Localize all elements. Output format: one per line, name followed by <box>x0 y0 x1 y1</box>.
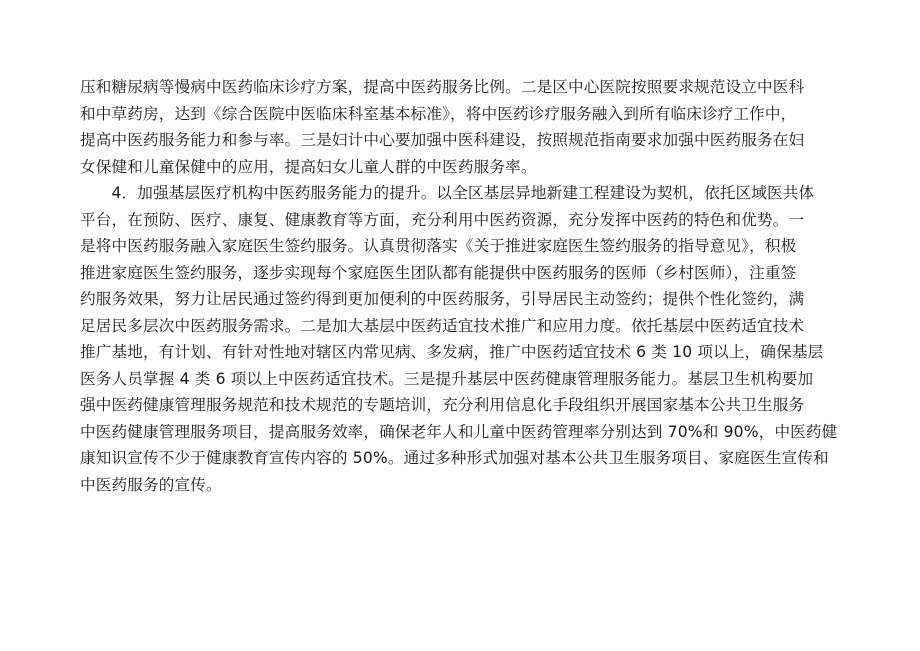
text-line: 是将中医药服务融入家庭医生签约服务。认真贯彻落实《关于推进家庭医生签约服务的指导意见》，积极 <box>80 237 797 255</box>
text-line: 约服务效果，努力让居民通过签约得到更加便利的中医药服务，引导居民主动签约；提供个性化签约，满 <box>80 290 805 308</box>
text-line: 康知识宣传不少于健康教育宣传内容的 50%。通过多种形式加强对基本公共卫生服务项目、家庭医生宣传和 <box>80 449 829 467</box>
text-line: 推广基地，有计划、有针对性地对辖区内常见病、多发病，推广中医药适宜技术 6 类 10 项以上，确保基层 <box>80 343 824 361</box>
text-line: 中医药健康管理服务项目，提高服务效率，确保老年人和儿童中医药管理率分别达到 70%和 90%，中医药健 <box>80 422 838 441</box>
text-line: 和中草药房，达到《综合医院中医临床科室基本标准》，将中医药诊疗服务融入到所有临床诊疗工作中， <box>80 104 797 123</box>
body-text <box>80 74 848 498</box>
text-line: 平台，在预防、医疗、康复、健康教育等方面，充分利用中医药资源，充分发挥中医药的特色和优势。一 <box>80 210 805 229</box>
text-line: 医务人员掌握 4 类 6 项以上中医药适宜技术。三是提升基层中医药健康管理服务能力。基层卫生机构要加 <box>80 369 814 388</box>
text-line: 压和糖尿病等慢病中医药临床诊疗方案，提高中医药服务比例。二是区中心医院按照要求规范设立中医科 <box>80 78 805 96</box>
text-line: 足居民多层次中医药服务需求。二是加大基层中医药适宜技术推广和应用力度。依托基层中医药适宜技术 <box>80 316 805 335</box>
text-line: 中医药服务的宣传。 <box>80 475 222 494</box>
text-line: 4．加强基层医疗机构中医药服务能力的提升。以全区基层异地新建工程建设为契机，依托区域医共体 <box>80 184 815 202</box>
text-line: 推进家庭医生签约服务，逐步实现每个家庭医生团队都有能提供中医药服务的医师（乡村医师），注重签 <box>80 263 797 282</box>
text-line: 强中医药健康管理服务规范和技术规范的专题培训，充分利用信息化手段组织开展国家基本公共卫生服务 <box>80 396 805 414</box>
text-line: 女保健和儿童保健中的应用，提高妇女儿童人群的中医药服务率。 <box>80 157 537 176</box>
text-line: 提高中医药服务能力和参与率。三是妇计中心要加强中医科建设，按照规范指南要求加强中医药服务在妇 <box>80 131 805 149</box>
